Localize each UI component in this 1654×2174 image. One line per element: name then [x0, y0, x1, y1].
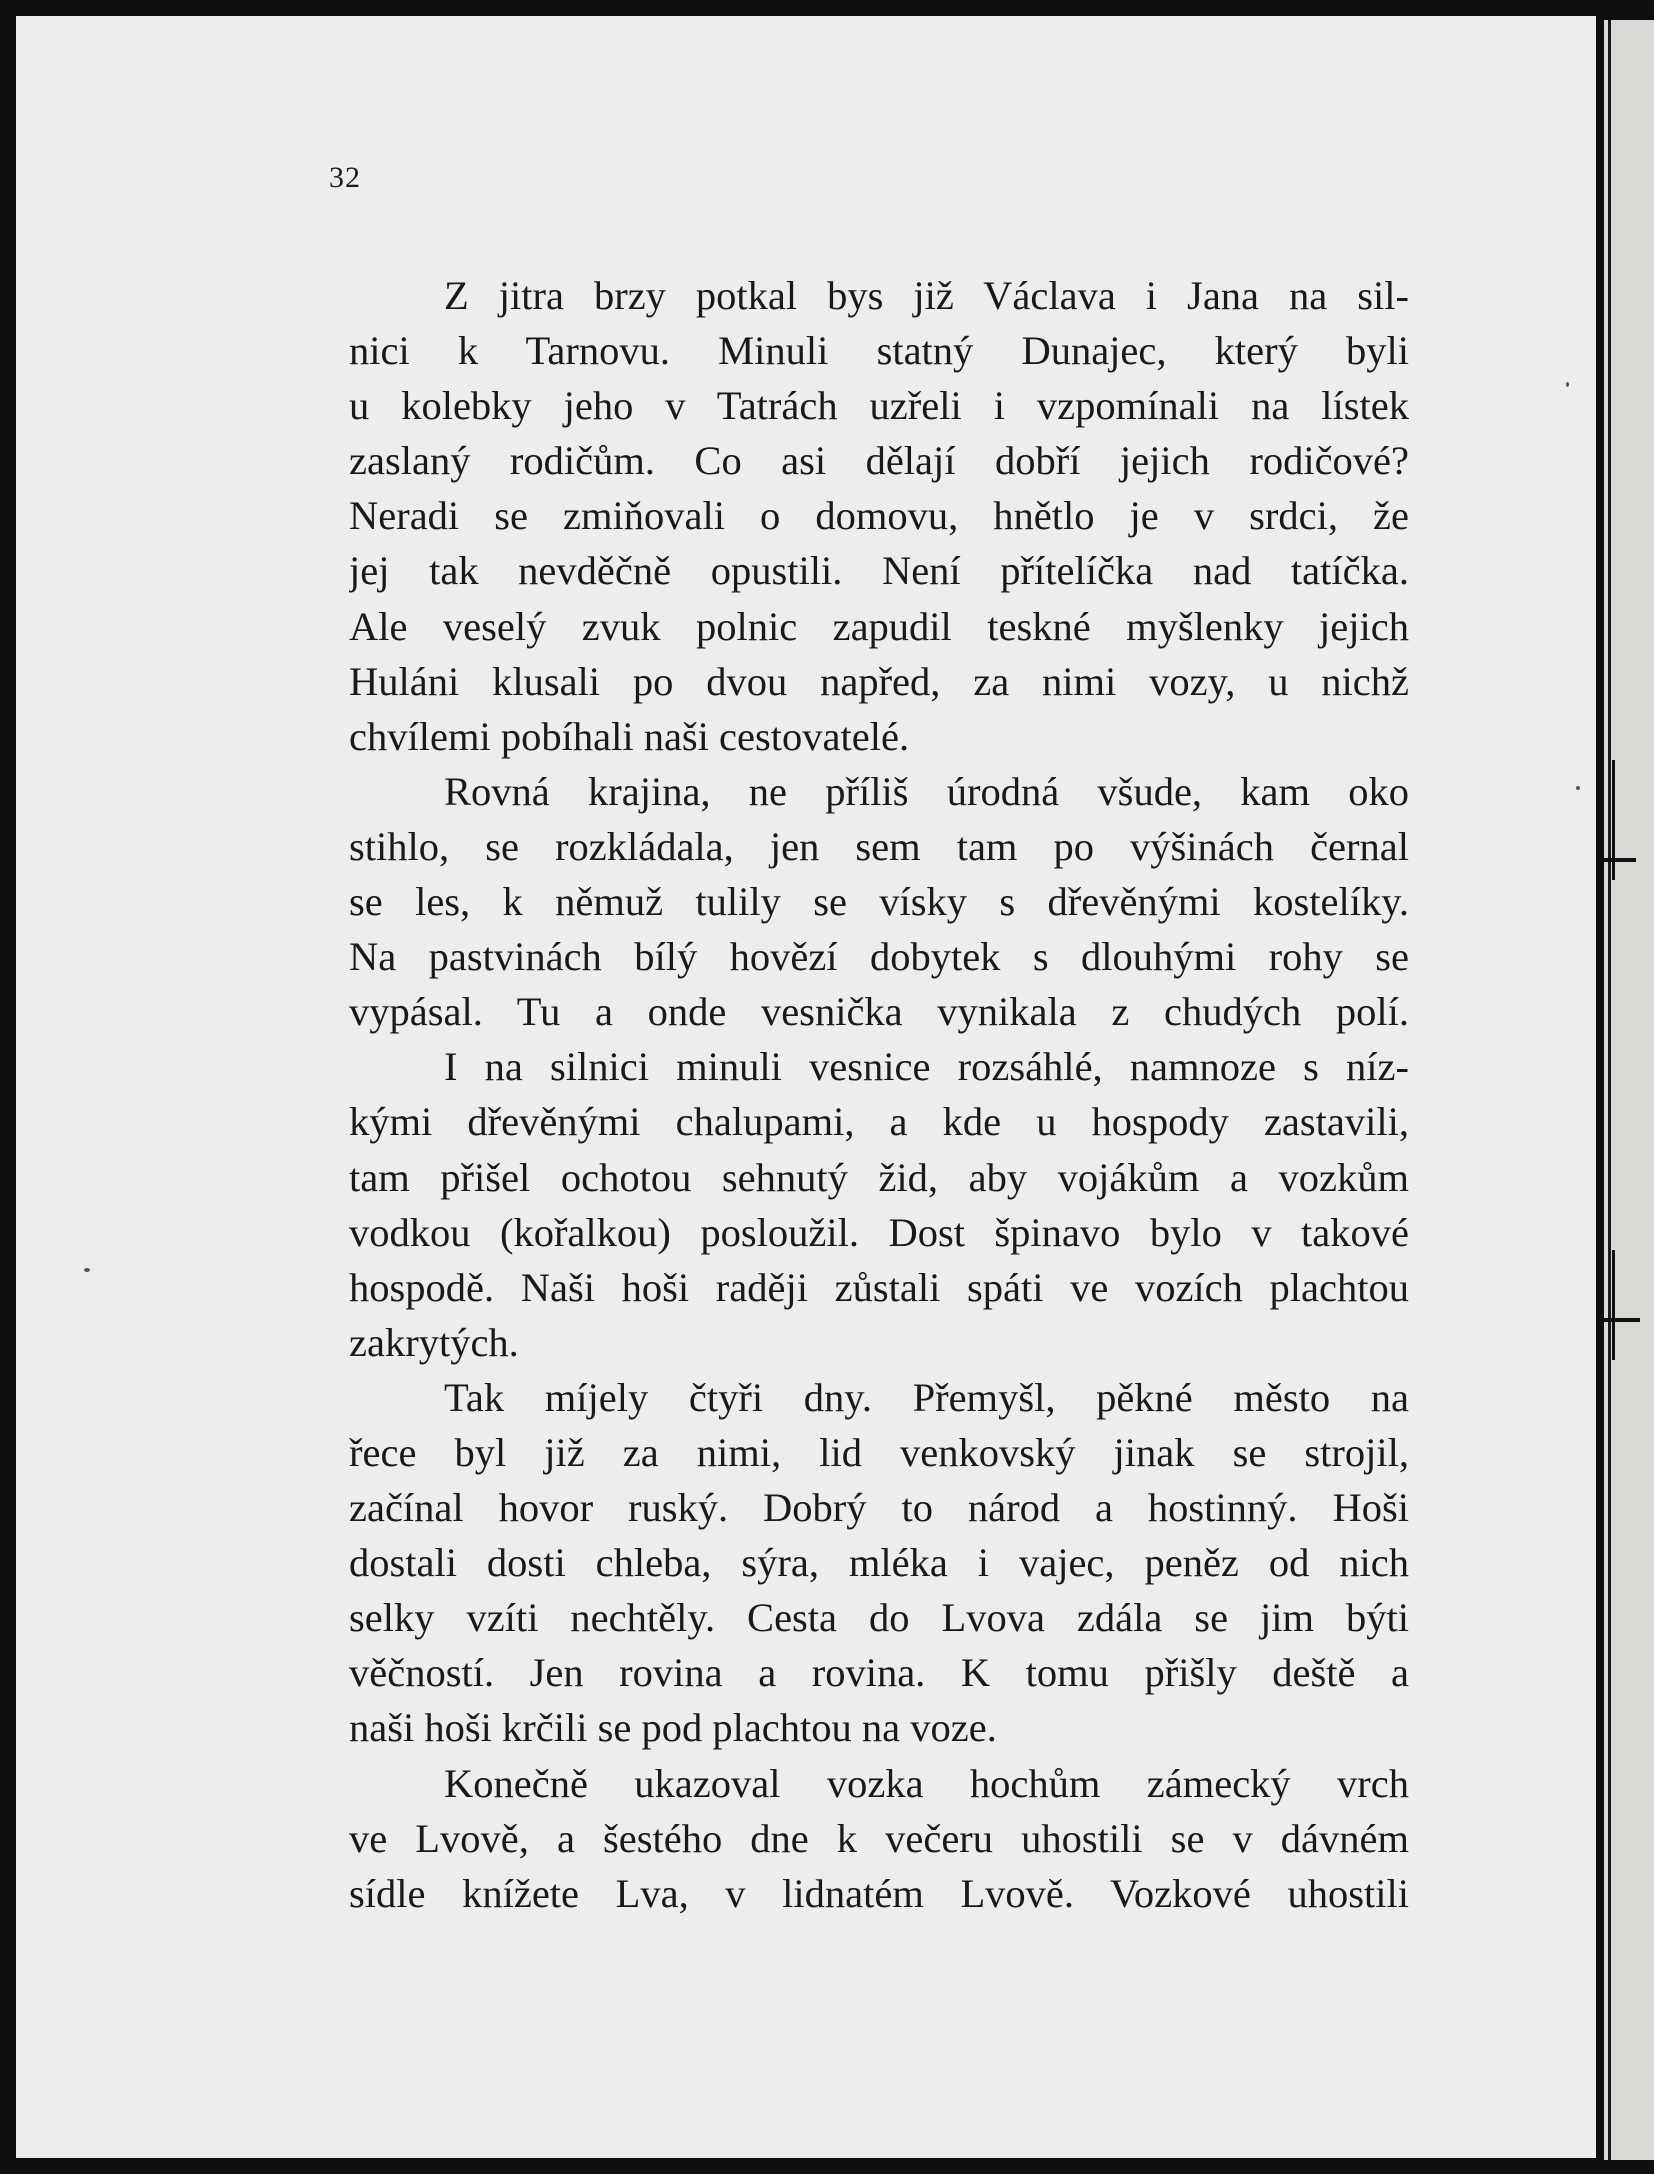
text-line: zakrytých.: [349, 1319, 519, 1365]
text-line: naši hoši krčili se pod plachtou na voze.: [349, 1705, 997, 1751]
text-line: Neradi se zmiňovali o domovu, hnětlo je v srdci, že: [349, 493, 1409, 539]
text-line: I na silnici minuli vesnice rozsáhlé, namnoze s níz-: [444, 1044, 1409, 1090]
text-line: sídle knížete Lva, v lidnatém Lvově. Vozkové uhostili: [349, 1870, 1409, 1916]
text-line: tam přišel ochotou sehnutý žid, aby vojákům a vozkům: [349, 1154, 1409, 1200]
text-line: nici k Tarnovu. Minuli statný Dunajec, který byli: [349, 328, 1409, 374]
text-line: vypásal. Tu a onde vesnička vynikala z chudých polí.: [349, 989, 1409, 1035]
text-line: začínal hovor ruský. Dobrý to národ a hostinný. Hoši: [349, 1485, 1409, 1531]
text-line: věčností. Jen rovina a rovina. K tomu přišly deště a: [349, 1650, 1409, 1696]
text-line: Z jitra brzy potkal bys již Václava i Jana na sil-: [444, 273, 1409, 318]
text-line: Na pastvinách bílý hovězí dobytek s dlouhými rohy se: [349, 934, 1409, 980]
paper-speck: [1566, 382, 1569, 387]
text-line: stihlo, se rozkládala, jen sem tam po výšinách černal: [349, 823, 1409, 869]
text-line: zaslaný rodičům. Co asi dělají dobří jejich rodičové?: [349, 438, 1409, 484]
text-line: Huláni klusali po dvou napřed, za nimi vozy, u nichž: [349, 658, 1409, 704]
text-line: jej tak nevděčně opustili. Není přítelíčka nad tatíčka.: [349, 548, 1409, 594]
text-line: Konečně ukazoval vozka hochům zámecký vrch: [444, 1760, 1409, 1806]
facing-page-gutter-line: [1608, 20, 1611, 2160]
text-line: dostali dosti chleba, sýra, mléka i vajec, peněz od nich: [349, 1540, 1409, 1586]
paper-speck: [84, 1268, 90, 1272]
text-line: řece byl již za nimi, lid venkovský jinak se strojil,: [349, 1429, 1409, 1475]
text-line: vodkou (kořalkou) posloužil. Dost špinavo bylo v takové: [349, 1209, 1409, 1255]
paper-speck: [1576, 786, 1580, 790]
gutter-mark: [1596, 858, 1636, 862]
text-line: kými dřevěnými chalupami, a kde u hospody zastavili,: [349, 1099, 1409, 1145]
text-line: Ale veselý zvuk polnic zapudil teskné myšlenky jejich: [349, 603, 1409, 649]
text-line: se les, k němuž tulily se vísky s dřevěnými kostelíky.: [349, 879, 1409, 925]
text-line: Tak míjely čtyři dny. Přemyšl, pěkné město na: [444, 1374, 1409, 1420]
gutter-mark: [1612, 760, 1615, 880]
text-line: hospodě. Naši hoši raději zůstali spáti ve vozích plachtou: [349, 1264, 1409, 1310]
text-line: chvílemi pobíhali naši cestovatelé.: [349, 713, 910, 759]
text-line: selky vzíti nechtěly. Cesta do Lvova zdála se jim býti: [349, 1595, 1409, 1641]
text-line: u kolebky jeho v Tatrách uzřeli i vzpomínali na lístek: [349, 383, 1409, 429]
gutter-mark: [1612, 1250, 1615, 1360]
facing-page-edge: [1604, 20, 1654, 2160]
text-line: Rovná krajina, ne příliš úrodná všude, kam oko: [444, 768, 1409, 814]
body-text: [349, 268, 1409, 1921]
page-number: 32: [329, 161, 361, 194]
text-line: ve Lvově, a šestého dne k večeru uhostili se v dávném: [349, 1815, 1409, 1861]
book-page: [16, 16, 1596, 2158]
